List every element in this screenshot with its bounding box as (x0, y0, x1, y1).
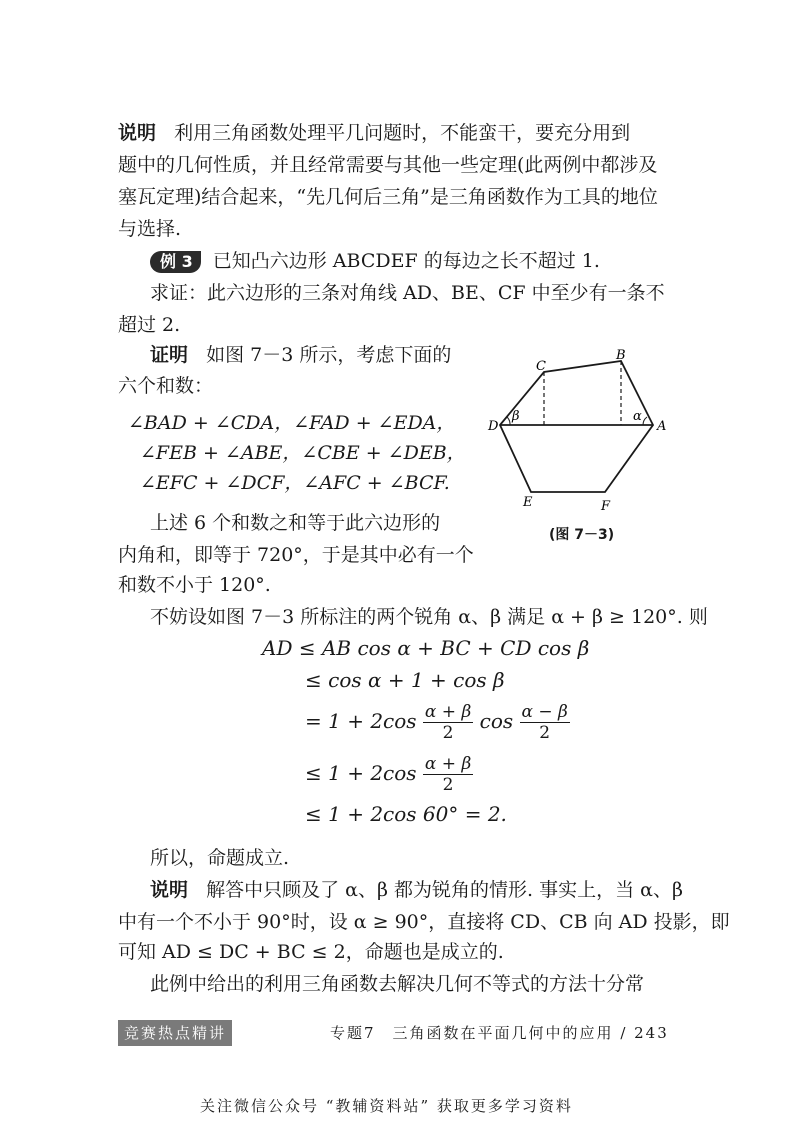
remark1-line1 (118, 117, 688, 149)
vertex-label-d: D (488, 419, 499, 434)
frac-numerator: α + β (424, 754, 472, 774)
example-statement-line (150, 245, 720, 277)
equation-line2: ≤ cos α + 1 + cos β (305, 668, 505, 692)
equation-line1: AD ≤ AB cos α + BC + CD cos β (262, 636, 590, 660)
proof-text1: 如图 7－3 所示，考虑下面的 (206, 344, 452, 366)
figure-caption: (图 7－3) (549, 527, 615, 543)
frac-numerator: α − β (521, 702, 568, 722)
bottom-watermark-note: 关注微信公众号 “教辅资料站” 获取更多学习资料 (200, 1097, 573, 1115)
equation-line3 (305, 702, 570, 743)
hexagon-figure (480, 340, 680, 520)
angle-label-alpha: α (633, 409, 642, 424)
fraction-alpha-plus-beta-2 (423, 754, 473, 795)
proof-para1: 上述 6 个和数之和等于此六边形的 (150, 512, 441, 534)
remark1-line4: 与选择. (118, 218, 182, 240)
proof-label: 证明 (150, 344, 189, 366)
proof-conclusion: 所以，命题成立. (150, 847, 290, 869)
frac-denominator: 2 (442, 775, 454, 795)
footer-chapter-title: 专题7 三角函数在平面几何中的应用 / 243 (330, 1024, 669, 1042)
eq4-prefix: ≤ 1 + 2cos (305, 761, 417, 785)
proof-line2: 六个和数： (118, 375, 214, 397)
eq3-mid: cos (479, 709, 514, 733)
frac-numerator: α + β (424, 702, 472, 722)
remark1-line2: 题中的几何性质，并且经常需要与其他一些定理(此两例中都涉及 (118, 154, 658, 176)
remark2-line1 (150, 874, 720, 906)
remark1-label: 说明 (118, 122, 157, 144)
remark1-text1: 利用三角函数处理平几问题时，不能蛮干，要充分用到 (174, 122, 631, 144)
eq3-prefix: = 1 + 2cos (305, 709, 417, 733)
vertex-label-a: A (657, 419, 667, 434)
vertex-label-f: F (601, 499, 611, 514)
vertex-label-b: B (616, 348, 626, 363)
proof-sums2: ∠FEB + ∠ABE，∠CBE + ∠DEB， (140, 442, 466, 464)
remark1-line3: 塞瓦定理)结合起来，“先几何后三角”是三角函数作为工具的地位 (118, 186, 658, 208)
remark2-line2: 中有一个不小于 90°时，设 α ≥ 90°，直接将 CD、CB 向 AD 投影，即 (118, 911, 730, 933)
proof-para4: 不妨设如图 7－3 所标注的两个锐角 α、β 满足 α + β ≥ 120°. 则 (150, 606, 708, 628)
remark2-line4: 此例中给出的利用三角函数去解决几何不等式的方法十分常 (150, 973, 645, 995)
example-prove-line2: 超过 2. (118, 314, 181, 336)
remark2-text1: 解答中只顾及了 α、β 都为锐角的情形. 事实上，当 α、β (206, 879, 683, 901)
equation-line5: ≤ 1 + 2cos 60° = 2. (305, 802, 507, 826)
example-badge: 例 3 (150, 251, 201, 273)
remark2-line3: 可知 AD ≤ DC + BC ≤ 2，命题也是成立的. (118, 941, 504, 963)
frac-denominator: 2 (539, 723, 551, 743)
angle-label-beta: β (512, 409, 520, 424)
vertex-label-c: C (536, 359, 546, 374)
proof-sums3: ∠EFC + ∠DCF，∠AFC + ∠BCF. (140, 472, 450, 494)
example-prove-line1: 求证：此六边形的三条对角线 AD、BE、CF 中至少有一条不 (150, 282, 665, 304)
angle-alpha-arc (643, 417, 647, 425)
proof-sums1: ∠BAD + ∠CDA，∠FAD + ∠EDA， (128, 412, 456, 434)
example-statement: 已知凸六边形 ABCDEF 的每边之长不超过 1. (212, 250, 600, 272)
remark2-label: 说明 (150, 879, 189, 901)
proof-para3: 和数不小于 120°. (118, 574, 271, 596)
fraction-alpha-plus-beta (423, 702, 473, 743)
vertex-label-e: E (523, 495, 533, 510)
angle-beta-arc (507, 417, 510, 425)
frac-denominator: 2 (442, 723, 454, 743)
footer-series-tag: 竞赛热点精讲 (118, 1020, 232, 1046)
fraction-alpha-minus-beta (520, 702, 570, 743)
hexagon-outline (500, 361, 653, 492)
proof-para2: 内角和，即等于 720°，于是其中必有一个 (118, 544, 474, 566)
equation-line4 (305, 754, 473, 795)
